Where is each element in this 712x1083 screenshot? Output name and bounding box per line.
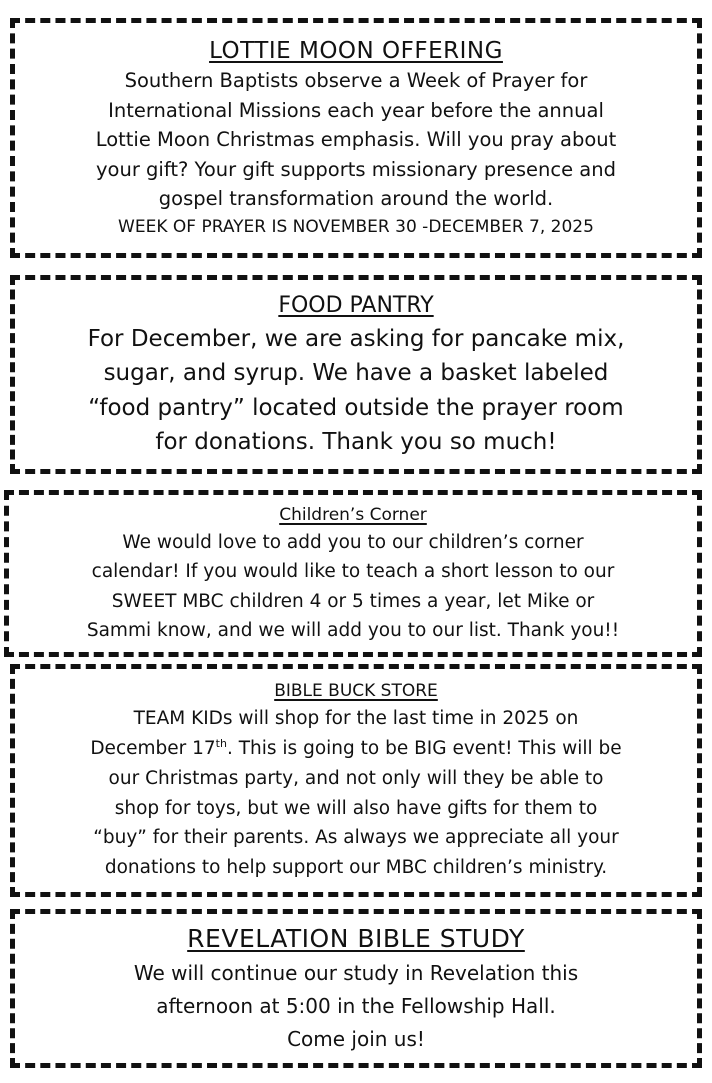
- revelation-heading: REVELATION BIBLE STUDY: [187, 924, 525, 953]
- bible-buck-line: shop for toys, but we will also have gifts for them to: [114, 797, 598, 819]
- bible-buck-line: “buy” for their parents. As always we appreciate all your: [93, 827, 619, 849]
- revelation-line: afternoon at 5:00 in the Fellowship Hall.: [156, 994, 556, 1018]
- bible-buck-line: donations to help support our MBC children’s ministry.: [104, 856, 608, 878]
- revelation-line: We will continue our study in Revelation this: [133, 961, 579, 985]
- food-pantry-line: for donations. Thank you so much!: [155, 429, 557, 455]
- childrens-corner-body: [87, 528, 619, 646]
- lottie-moon-body: [96, 66, 617, 214]
- revelation-body: [134, 957, 578, 1056]
- food-pantry-line: sugar, and syrup. We have a basket labeled: [103, 360, 609, 386]
- food-pantry-section: [10, 275, 702, 474]
- childrens-corner-line: calendar! If you would like to teach a short lesson to our: [91, 561, 615, 582]
- childrens-corner-heading: Children’s Corner: [279, 504, 427, 525]
- bible-buck-line: TEAM KIDs will shop for the last time in 2025 on: [133, 708, 579, 730]
- lottie-moon-line: International Missions each year before the annual: [108, 98, 604, 122]
- bible-buck-body: [90, 704, 621, 882]
- food-pantry-heading: FOOD PANTRY: [278, 292, 434, 318]
- lottie-moon-line: Southern Baptists observe a Week of Prayer for: [124, 69, 588, 93]
- lottie-moon-heading: LOTTIE MOON OFFERING: [209, 38, 503, 65]
- bible-buck-text: . This is going to be BIG event! This will be: [226, 738, 622, 760]
- bible-buck-line: [90, 734, 621, 764]
- bible-buck-heading: BIBLE BUCK STORE: [274, 681, 438, 702]
- bible-buck-store-section: [10, 664, 702, 897]
- bible-buck-date: December 17: [90, 738, 216, 760]
- bible-buck-line: our Christmas party, and not only will they be able to: [108, 767, 604, 789]
- revelation-line: Come join us!: [287, 1027, 425, 1051]
- revelation-bible-study-section: [10, 909, 702, 1068]
- childrens-corner-line: We would love to add you to our children’s corner: [122, 531, 584, 553]
- childrens-corner-line: Sammi know, and we will add you to our list. Thank you!!: [86, 620, 620, 641]
- lottie-moon-line: Lottie Moon Christmas emphasis. Will you pray about: [95, 128, 617, 152]
- lottie-moon-line: gospel transformation around the world.: [158, 187, 554, 211]
- food-pantry-line: “food pantry” located outside the prayer room: [88, 394, 624, 421]
- week-of-prayer-dates: WEEK OF PRAYER IS NOVEMBER 30 -DECEMBER 7, 2025: [118, 216, 594, 237]
- ordinal-suffix: th: [215, 736, 227, 750]
- childrens-corner-line: SWEET MBC children 4 or 5 times a year, let Mike or: [111, 590, 595, 612]
- food-pantry-line: For December, we are asking for pancake mix,: [87, 325, 625, 352]
- childrens-corner-section: [4, 490, 702, 657]
- lottie-moon-offering-section: [10, 18, 702, 258]
- food-pantry-body: [88, 322, 625, 460]
- lottie-moon-line: your gift? Your gift supports missionary presence and: [95, 157, 616, 181]
